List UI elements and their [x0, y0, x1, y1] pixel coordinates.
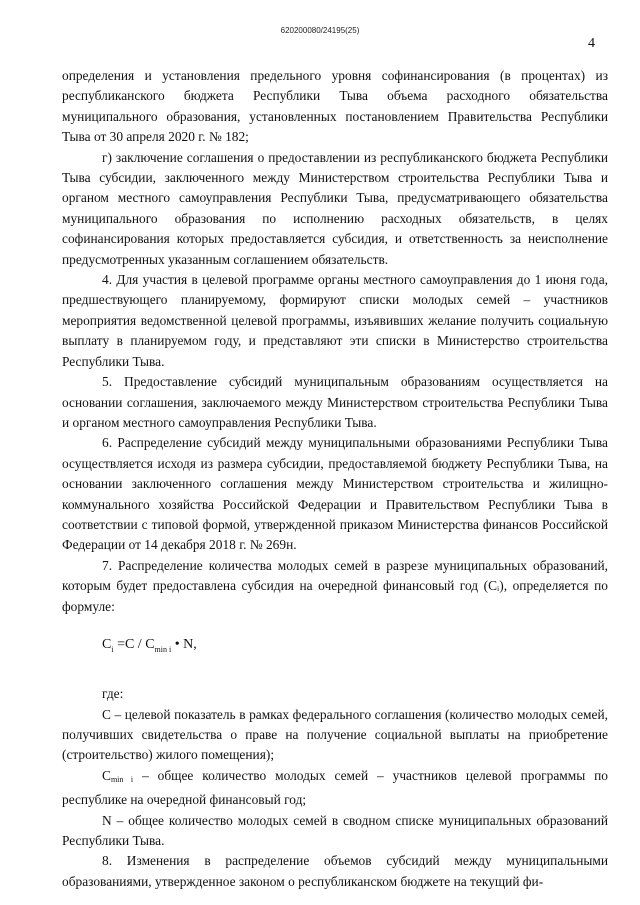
paragraph-5: 5. Предоставление субсидий муниципальным образованиям осуществляется на основании соглашения, заключаемого между Министерством строительства Республики Тыва и органом местного самоуправления Республики Тыва.: [62, 374, 608, 430]
definition-cmin-letter: C: [102, 767, 111, 783]
definition-cmin: [62, 766, 608, 811]
formula-right: • N,: [171, 636, 197, 652]
paragraph-8: 8. Изменения в распределение объемов субсидий между муниципальными образованиями, утвержденное законом о республиканском бюджете на текущий фи-: [62, 853, 608, 889]
page-number: 4: [588, 36, 595, 51]
formula: [62, 635, 608, 660]
paragraph-g: г) заключение соглашения о предоставлении из республиканского бюджета Республики Тыва субсидии, заключенного между Министерством строительства Республики Тыва и органом местного самоуправления Республики Тыва, предусматривающего обязательства муниципального образования по исполнению расходных обязательств, в целях софинансирования которых предоставляется субсидия, и ответственность за неисполнение предусмотренных указанным соглашением обязательств.: [62, 149, 608, 267]
definition-cmin-subscript: min i: [110, 774, 134, 784]
formula-left: C: [102, 636, 112, 652]
definition-n: N – общее количество молодых семей в сводном списке муниципальных образований Республики Тыва.: [62, 812, 608, 849]
paragraph-7: 7. Распределение количества молодых семей в разрезе муниципальных образований, которым будет предоставлена субсидия на очередной финансовый год (Cᵢ), определяется по формуле:: [62, 557, 608, 614]
paragraph-continuation: определения и установления предельного уровня софинансирования (в процентах) из республиканского бюджета Республики Тыва объема расходного обязательства муниципального образования, установленных постановлением Правительства Республики Тыва от 30 апреля 2020 г. № 182;: [62, 68, 608, 145]
formula-subscript-i: i: [111, 644, 114, 654]
where-label: где:: [102, 686, 124, 702]
formula-subscript-min: min i: [154, 644, 172, 654]
definition-cmin-text: – общее количество молодых семей – участников целевой программы по республике на очередной финансовый год;: [62, 767, 608, 808]
definition-c: C – целевой показатель в рамках федерального соглашения (количество молодых семей, получивших свидетельства о праве на получение социальной выплаты на приобретение (строительство) жилого помещения);: [62, 706, 608, 763]
paragraph-6: 6. Распределение субсидий между муниципальными образованиями Республики Тыва осуществляется исходя из размера субсидии, предоставляемой бюджету Республики Тыва, на основании заключенного соглашения между Министерством строительства и жилищно-коммунального хозяйства Российской Федерации и Правительством Республики Тыва в соответствии с типовой формой, утвержденной приказом Министерства финансов Российской Федерации от 14 декабря 2018 г. № 269н.: [62, 435, 608, 553]
paragraph-4: 4. Для участия в целевой программе органы местного самоуправления до 1 июня года, предшествующего планируемому, формируют списки молодых семей – участников мероприятия ведомственной целевой программы, изъявивших желание получить социальную выплату в планируемом году, и представляют эти списки в Министерство строительства Республики Тыва.: [62, 272, 608, 369]
document-body: [62, 66, 608, 892]
document-id: 620200080/24195(25): [280, 26, 360, 35]
formula-middle: =C / C: [113, 636, 155, 652]
